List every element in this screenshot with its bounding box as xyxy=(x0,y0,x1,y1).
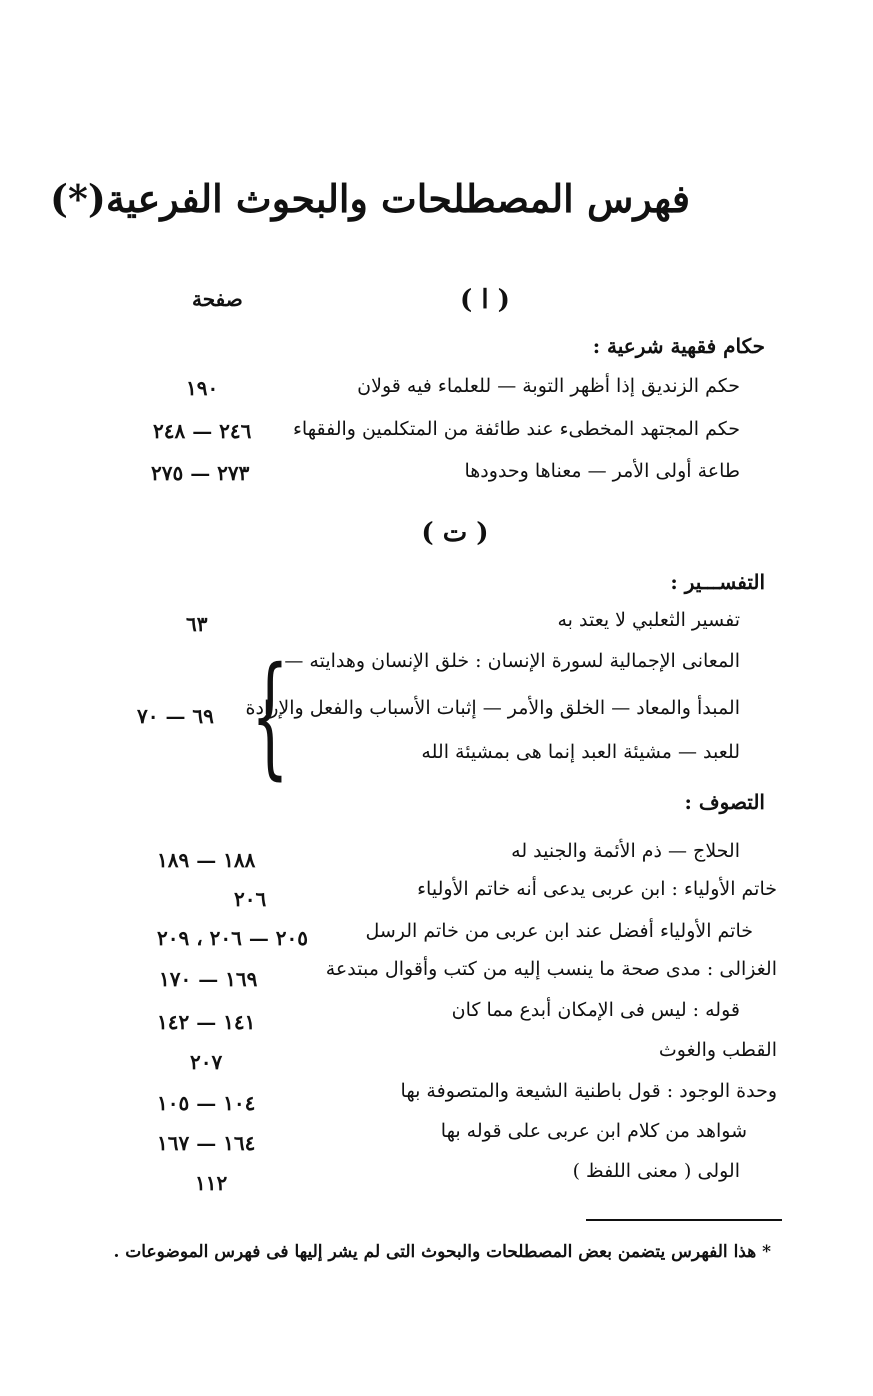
footnote-divider xyxy=(586,1219,782,1221)
entry-pages: ٢٠٦ xyxy=(234,887,267,911)
brace-entry-line: المبدأ والمعاد — الخلق والأمر — إثبات الأسباب والفعل والإرادة xyxy=(245,697,740,719)
group-heading-tafsir: التفســـير : xyxy=(670,570,765,594)
entry-pages: ١١٢ xyxy=(195,1171,228,1195)
index-entry: خاتم الأولياء : ابن عربى يدعى أنه خاتم الأولياء xyxy=(417,878,777,900)
brace-entry-line: للعبد — مشيئة العبد إنما هى بمشيئة الله xyxy=(421,741,740,763)
group-heading-tasawwuf: التصوف : xyxy=(684,790,765,814)
page-title: فهرس المصطلحات والبحوث الفرعية(*) xyxy=(50,176,690,221)
page-column-label: صفحة xyxy=(192,287,243,311)
index-entry: وحدة الوجود : قول باطنية الشيعة والمتصوفة بها xyxy=(400,1080,777,1102)
footnote: * هذا الفهرس يتضمن بعض المصطلحات والبحوث التى لم يشر إليها فى فهرس الموضوعات . xyxy=(113,1242,771,1262)
index-entry: حكم الزنديق إذا أظهر التوبة — للعلماء فيه قولان xyxy=(357,375,740,397)
entry-pages: ٢٧٣ — ٢٧٥ xyxy=(151,461,250,485)
entry-pages: ١٦٤ — ١٦٧ xyxy=(157,1131,256,1155)
entry-pages: ١٤١ — ١٤٢ xyxy=(157,1010,256,1034)
entry-pages: ٦٣ xyxy=(186,612,208,636)
index-entry: شواهد من كلام ابن عربى على قوله بها xyxy=(440,1120,747,1142)
section-letter-ta: ( ت ) xyxy=(421,518,489,548)
entry-pages: ٦٩ — ٧٠ xyxy=(137,704,214,728)
entry-pages: ١٨٨ — ١٨٩ xyxy=(157,848,256,872)
entry-pages: ١٠٤ — ١٠٥ xyxy=(157,1091,256,1115)
entry-pages: ١٩٠ xyxy=(186,376,219,400)
group-heading-fiqh: حكام فقهية شرعية : xyxy=(592,334,765,358)
index-entry: قوله : ليس فى الإمكان أبدع مما كان xyxy=(451,999,740,1021)
entry-pages: ٢٠٥ — ٢٠٦ ، ٢٠٩ xyxy=(157,926,309,950)
index-entry: الحلاج — ذم الأئمة والجنيد له xyxy=(511,840,740,862)
section-letter-alif: ( ا ) xyxy=(460,285,510,315)
index-entry: خاتم الأولياء أفضل عند ابن عربى من خاتم الرسل xyxy=(365,920,753,942)
index-entry: حكم المجتهد المخطىء عند طائفة من المتكلمين والفقهاء xyxy=(293,418,740,440)
brace-symbol: { xyxy=(251,639,289,793)
index-entry: تفسير الثعلبي لا يعتد به xyxy=(557,609,740,631)
entry-pages: ٢٠٧ xyxy=(190,1050,223,1074)
index-entry: القطب والغوث xyxy=(658,1039,777,1061)
index-entry: الولى ( معنى اللفظ ) xyxy=(572,1160,740,1182)
index-entry: الغزالى : مدى صحة ما ينسب إليه من كتب وأقوال مبتدعة xyxy=(325,958,777,980)
index-entry: طاعة أولى الأمر — معناها وحدودها xyxy=(464,460,740,482)
brace-entry-line: المعانى الإجمالية لسورة الإنسان : خلق الإنسان وهدايته — xyxy=(284,650,740,672)
entry-pages: ٢٤٦ — ٢٤٨ xyxy=(153,419,252,443)
entry-pages: ١٦٩ — ١٧٠ xyxy=(159,967,258,991)
